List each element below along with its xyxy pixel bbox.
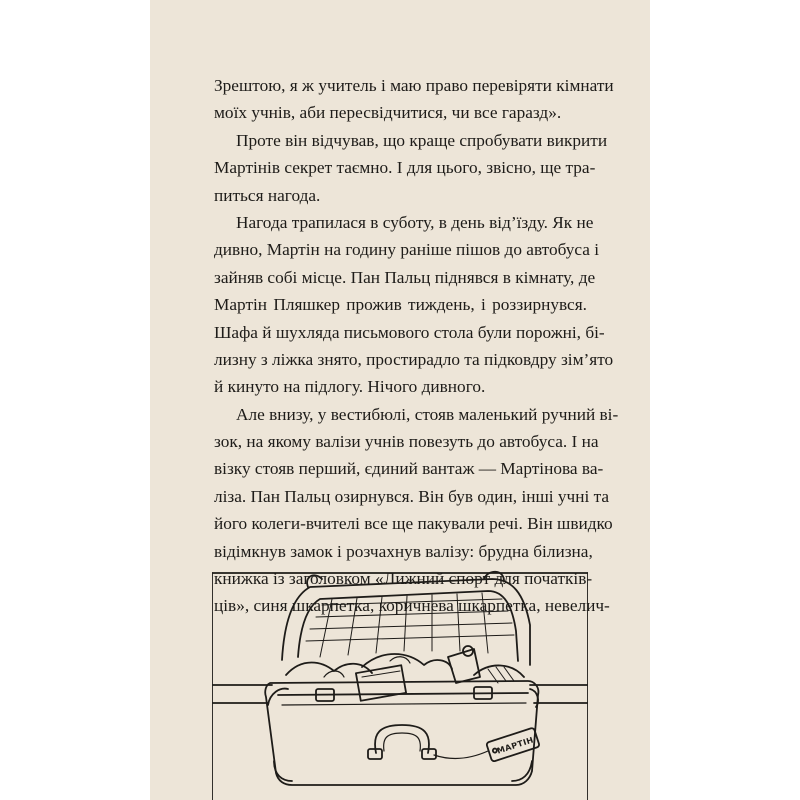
lid-lattice: [306, 593, 514, 657]
text-line: Шафа й шухляда письмового стола були порожні, бі-: [214, 322, 605, 342]
text-line: Мартінів секрет таємно. І для цього, звісно, ще тра-: [214, 158, 596, 178]
text-line: книжка із заголовком «Лижний спорт для початків-: [214, 569, 593, 589]
text-line: ліза. Пан Пальц озирнувся. Він був один, інші учні та: [214, 486, 610, 506]
text-line: візку стояв перший, єдиний вантаж — Мартінова ва-: [214, 459, 604, 479]
text-line: його колеги-вчителі все ще пакували речі. Він швидко: [214, 514, 613, 534]
text-line: відімкнув замок і розчахнув валізу: брудна білизна,: [214, 541, 593, 561]
text-line: зайняв собі місце. Пан Пальц піднявся в кімнату, де: [214, 267, 596, 287]
text-line: Проте він відчував, що краще спробувати викрити: [236, 130, 608, 150]
book-page: [150, 0, 650, 800]
page-text: [214, 72, 619, 620]
suitcase-handle: [375, 725, 429, 753]
open-suitcase-illustration: [212, 565, 610, 800]
bleed-through-heading: [215, 8, 595, 48]
corner-guard-tl: [268, 689, 288, 705]
text-line: лизну з ліжка знято, простирадло та підковдру зім’ято: [214, 349, 614, 369]
text-line: питься нагода.: [214, 185, 321, 205]
text-line: Мартін Пляшкер прожив тиждень, і роззирнувся.: [214, 295, 587, 315]
laundry-pile-center: [362, 654, 452, 669]
corner-guard-bl: [274, 761, 292, 781]
text-line: Зрештою, я ж учитель і маю право перевіряти кімнати: [214, 76, 614, 95]
text-line: зок, на якому валізи учнів повезуть до автобуса. І на: [214, 432, 599, 452]
corner-guard-tr: [530, 689, 538, 707]
text-line: ців», синя шкарпетка, коричнева шкарпетка, невелич-: [214, 596, 610, 616]
tag-label: МАРТІН: [495, 735, 535, 756]
text-line: моїх учнів, аби пересвідчитися, чи все гаразд».: [214, 103, 562, 123]
text-line: Нагода трапилася в суботу, в день від’їзду. Як не: [236, 212, 594, 232]
lid-corner-left: [307, 575, 322, 587]
text-line: й кинуто на підлогу. Нічого дивного.: [214, 377, 486, 397]
text-line: Але внизу, у вестибюлі, стояв маленький ручний ві-: [236, 404, 619, 424]
text-line: дивно, Мартін на годину раніше пішов до автобуса і: [214, 240, 600, 260]
tag-string: [434, 751, 488, 758]
